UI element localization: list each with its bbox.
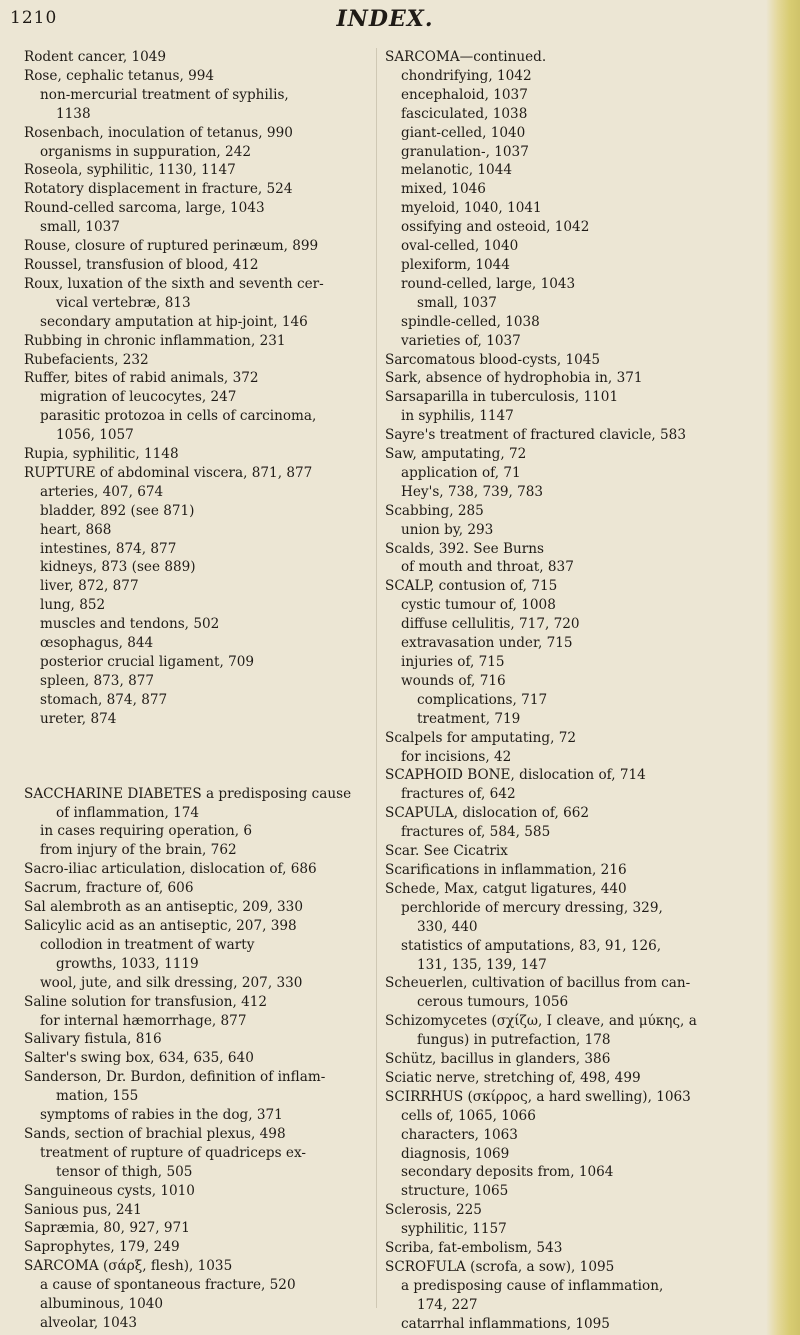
index-entry: Sanious pus, 241 xyxy=(24,1201,142,1218)
index-subentry: muscles and tendons, 502 xyxy=(40,616,220,633)
index-entry: Round-celled sarcoma, large, 1043 xyxy=(24,200,265,217)
index-subentry: stomach, 874, 877 xyxy=(40,691,168,708)
index-subentry: spleen, 873, 877 xyxy=(40,672,155,689)
index-subentry: growths, 1033, 1119 xyxy=(56,955,199,972)
page-edge xyxy=(766,0,800,1335)
index-subentry: structure, 1065 xyxy=(401,1183,509,1200)
index-entry: Sarsaparilla in tuberculosis, 1101 xyxy=(385,389,619,406)
index-entry: Ruffer, bites of rabid animals, 372 xyxy=(24,370,259,387)
index-subentry: mation, 155 xyxy=(56,1088,139,1105)
index-entry: Schizomycetes (σχίζω, I cleave, and μύκης, a xyxy=(385,1013,697,1030)
index-entry: Roussel, transfusion of blood, 412 xyxy=(24,256,259,273)
index-subentry: union by, 293 xyxy=(401,521,494,538)
index-subentry: posterior crucial ligament, 709 xyxy=(40,654,255,670)
index-subentry: spindle-celled, 1038 xyxy=(401,313,540,330)
index-subentry: kidneys, 873 (see 889) xyxy=(40,559,196,576)
index-entry: SACCHARINE DIABETES a predisposing cause xyxy=(24,785,352,802)
running-title: INDEX. xyxy=(336,6,434,32)
index-entry: Sark, absence of hydrophobia in, 371 xyxy=(385,370,643,387)
index-entry: Rodent cancer, 1049 xyxy=(24,49,167,65)
section-gap xyxy=(24,729,372,785)
index-subentry: chondrifying, 1042 xyxy=(401,67,532,84)
index-entry: Salter's swing box, 634, 635, 640 xyxy=(24,1050,254,1067)
index-subentry: injuries of, 715 xyxy=(401,654,505,670)
index-entry: SCAPULA, dislocation of, 662 xyxy=(385,805,590,822)
index-entry: Sciatic nerve, stretching of, 498, 499 xyxy=(385,1069,641,1086)
index-subentry: intestines, 874, 877 xyxy=(40,540,177,557)
index-subentry: melanotic, 1044 xyxy=(401,162,512,179)
index-subentry: statistics of amputations, 83, 91, 126, xyxy=(401,937,662,954)
index-entry: Rotatory displacement in fracture, 524 xyxy=(24,181,293,198)
index-subentry: heart, 868 xyxy=(40,521,112,538)
page-header xyxy=(0,4,770,40)
index-subentry: 174, 227 xyxy=(417,1296,478,1313)
index-subentry: ossifying and osteoid, 1042 xyxy=(401,219,590,236)
index-subentry: extravasation under, 715 xyxy=(401,635,573,652)
index-subentry: fractures of, 584, 585 xyxy=(401,824,551,841)
index-subentry: lung, 852 xyxy=(40,597,106,614)
index-entry: Sal alembroth as an antiseptic, 209, 330 xyxy=(24,899,303,916)
index-entry: RUPTURE of abdominal viscera, 871, 877 xyxy=(24,464,313,481)
index-entry: Sacro-iliac articulation, dislocation of, 686 xyxy=(24,861,317,878)
index-subentry: syphilitic, 1157 xyxy=(401,1221,507,1238)
index-subentry: in cases requiring operation, 6 xyxy=(40,823,253,840)
index-entry: SCALP, contusion of, 715 xyxy=(385,578,558,595)
index-entry: Roux, luxation of the sixth and seventh cer- xyxy=(24,275,324,292)
index-subentry: complications, 717 xyxy=(417,691,548,708)
index-subentry: granulation-, 1037 xyxy=(401,143,529,160)
index-subentry: round-celled, large, 1043 xyxy=(401,275,576,292)
index-entry: Sacrum, fracture of, 606 xyxy=(24,880,194,897)
index-subentry: treatment of rupture of quadriceps ex- xyxy=(40,1144,306,1161)
index-subentry: a cause of spontaneous fracture, 520 xyxy=(40,1277,296,1294)
index-subentry: arteries, 407, 674 xyxy=(40,483,164,500)
index-subentry: cystic tumour of, 1008 xyxy=(401,597,556,614)
index-entry: Roseola, syphilitic, 1130, 1147 xyxy=(24,162,236,179)
index-entry: Schede, Max, catgut ligatures, 440 xyxy=(385,880,627,897)
index-subentry: œsophagus, 844 xyxy=(40,635,154,652)
index-subentry: migration of leucocytes, 247 xyxy=(40,389,237,406)
index-entry: Scalds, 392. See Burns xyxy=(385,540,544,557)
index-entry: Sarcomatous blood-cysts, 1045 xyxy=(385,351,601,368)
index-subentry: ureter, 874 xyxy=(40,710,117,727)
index-subentry: of inflammation, 174 xyxy=(56,804,200,821)
index-entry: Rubefacients, 232 xyxy=(24,351,149,368)
index-entry: Scarifications in inflammation, 216 xyxy=(385,861,627,878)
index-subentry: liver, 872, 877 xyxy=(40,578,139,595)
index-subentry: myeloid, 1040, 1041 xyxy=(401,200,542,217)
index-entry: Saprophytes, 179, 249 xyxy=(24,1239,180,1256)
index-subentry: alveolar, 1043 xyxy=(40,1315,138,1331)
index-subentry: varieties of, 1037 xyxy=(401,332,521,349)
index-entry: SCROFULA (scrofa, a sow), 1095 xyxy=(385,1259,615,1275)
index-entry: Rose, cephalic tetanus, 994 xyxy=(24,67,215,84)
index-entry: Scabbing, 285 xyxy=(385,502,484,519)
index-subentry: secondary deposits from, 1064 xyxy=(401,1164,614,1181)
index-subentry: from injury of the brain, 762 xyxy=(40,842,237,859)
index-subentry: for incisions, 42 xyxy=(401,748,512,765)
index-entry: Rupia, syphilitic, 1148 xyxy=(24,446,179,463)
index-entry: SARCOMA (σάρξ, flesh), 1035 xyxy=(24,1258,233,1275)
index-entry: Sayre's treatment of fractured clavicle, 583 xyxy=(385,427,686,444)
index-entry: Schütz, bacillus in glanders, 386 xyxy=(385,1051,611,1068)
index-entry: SARCOMA—continued. xyxy=(385,49,547,65)
index-subentry: cells of, 1065, 1066 xyxy=(401,1107,536,1124)
index-subentry: giant-celled, 1040 xyxy=(401,124,526,141)
index-subentry: characters, 1063 xyxy=(401,1126,518,1143)
index-entry: Saline solution for transfusion, 412 xyxy=(24,993,268,1010)
index-subentry: perchloride of mercury dressing, 329, xyxy=(401,899,663,916)
index-subentry: fasciculated, 1038 xyxy=(401,105,528,122)
index-entry: SCIRRHUS (σκίρρος, a hard swelling), 1063 xyxy=(385,1088,691,1105)
index-entry: Sapræmia, 80, 927, 971 xyxy=(24,1220,190,1237)
index-entry: Rosenbach, inoculation of tetanus, 990 xyxy=(24,124,293,141)
index-entry: Scriba, fat-embolism, 543 xyxy=(385,1240,563,1257)
index-subentry: small, 1037 xyxy=(417,294,497,311)
index-entry: Rouse, closure of ruptured perinæum, 899 xyxy=(24,238,319,255)
index-subentry: tensor of thigh, 505 xyxy=(56,1163,193,1180)
page-number: 1210 xyxy=(10,8,58,28)
index-entry: Scar. See Cicatrix xyxy=(385,843,508,860)
index-subentry: symptoms of rabies in the dog, 371 xyxy=(40,1107,283,1124)
index-subentry: non-mercurial treatment of syphilis, xyxy=(40,86,289,103)
index-subentry: Hey's, 738, 739, 783 xyxy=(401,483,544,500)
index-entry: Salicylic acid as an antiseptic, 207, 398 xyxy=(24,917,297,934)
index-subentry: of mouth and throat, 837 xyxy=(401,559,574,576)
index-subentry: wool, jute, and silk dressing, 207, 330 xyxy=(40,974,303,991)
index-column-left xyxy=(24,48,372,1333)
index-subentry: oval-celled, 1040 xyxy=(401,238,519,255)
index-subentry: plexiform, 1044 xyxy=(401,256,510,273)
index-entry: Scalpels for amputating, 72 xyxy=(385,729,577,746)
index-entry: Sands, section of brachial plexus, 498 xyxy=(24,1125,286,1142)
index-subentry: fungus) in putrefaction, 178 xyxy=(417,1032,611,1049)
index-entry: Sanguineous cysts, 1010 xyxy=(24,1182,195,1199)
index-entry: Rubbing in chronic inflammation, 231 xyxy=(24,332,286,349)
index-subentry: a predisposing cause of inflammation, xyxy=(401,1277,664,1294)
index-subentry: catarrhal inflammations, 1095 xyxy=(401,1315,610,1332)
index-entry: Scheuerlen, cultivation of bacillus from can- xyxy=(385,975,691,992)
index-subentry: bladder, 892 (see 871) xyxy=(40,502,195,519)
index-subentry: 1138 xyxy=(56,105,91,122)
index-subentry: treatment, 719 xyxy=(417,710,521,727)
index-entry: Saw, amputating, 72 xyxy=(385,446,527,463)
index-subentry: collodion in treatment of warty xyxy=(40,936,255,953)
index-subentry: wounds of, 716 xyxy=(401,672,506,689)
index-subentry: small, 1037 xyxy=(40,219,120,236)
index-subentry: 131, 135, 139, 147 xyxy=(417,956,547,973)
index-column-right xyxy=(385,48,753,1334)
index-subentry: diagnosis, 1069 xyxy=(401,1145,510,1162)
index-subentry: in syphilis, 1147 xyxy=(401,408,514,425)
index-subentry: organisms in suppuration, 242 xyxy=(40,143,252,160)
index-entry: SCAPHOID BONE, dislocation of, 714 xyxy=(385,767,646,784)
index-subentry: application of, 71 xyxy=(401,464,521,481)
index-subentry: cerous tumours, 1056 xyxy=(417,994,569,1011)
index-subentry: mixed, 1046 xyxy=(401,181,486,198)
index-subentry: 1056, 1057 xyxy=(56,427,134,444)
index-entry: Salivary fistula, 816 xyxy=(24,1031,162,1048)
index-subentry: vical vertebræ, 813 xyxy=(56,294,191,311)
index-subentry: albuminous, 1040 xyxy=(40,1296,164,1313)
column-divider xyxy=(376,48,377,1308)
index-entry: Sclerosis, 225 xyxy=(385,1202,482,1219)
index-subentry: fractures of, 642 xyxy=(401,786,516,803)
index-subentry: encephaloid, 1037 xyxy=(401,86,528,103)
index-subentry: diffuse cellulitis, 717, 720 xyxy=(401,616,580,633)
index-subentry: 330, 440 xyxy=(417,918,478,935)
index-entry: Sanderson, Dr. Burdon, definition of inflam- xyxy=(24,1069,326,1086)
index-subentry: parasitic protozoa in cells of carcinoma, xyxy=(40,408,317,425)
index-subentry: secondary amputation at hip-joint, 146 xyxy=(40,313,308,330)
index-subentry: for internal hæmorrhage, 877 xyxy=(40,1012,247,1029)
